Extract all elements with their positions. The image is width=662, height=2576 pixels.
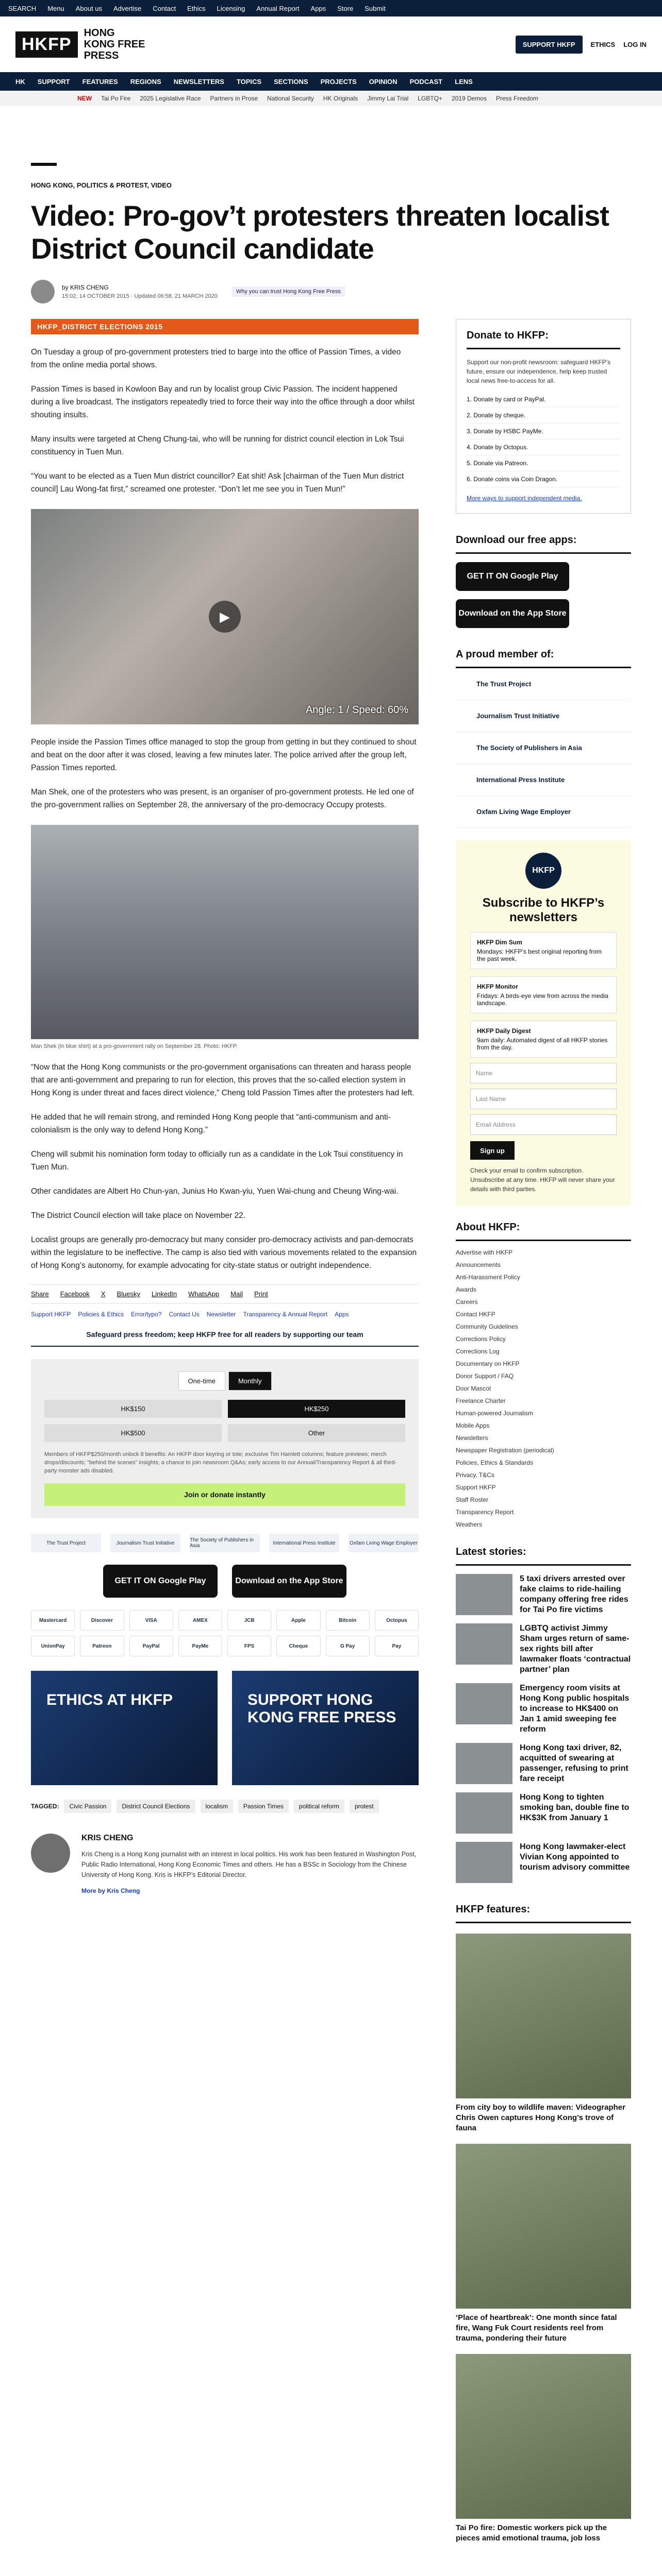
amount-option[interactable]: HK$250 (228, 1400, 405, 1418)
promo-banners (31, 1671, 419, 1785)
donate-sidebar (456, 319, 631, 514)
topbar-link[interactable]: Licensing (217, 4, 245, 12)
paragraph: Many insults were targeted at Cheng Chung-tai, who will be running for district council election in Lok Tsui constituency in Tuen Mun. (31, 435, 404, 456)
tag-chip[interactable]: District Council Elections (117, 1800, 195, 1813)
video-frame[interactable] (31, 509, 419, 724)
story-title[interactable]: Hong Kong to tighten smoking ban, double fine to HK$3K from January 1 (520, 1793, 630, 1822)
ticker-link[interactable]: 2025 Legislative Race (140, 95, 201, 102)
paragraph: On Tuesday a group of pro-government protesters tried to barge into the office of Passion Times, a video from the online media portal shows. (31, 348, 401, 369)
donate-option[interactable]: 5. Donate via Patreon. (467, 455, 620, 471)
latest-list (456, 1574, 631, 1883)
nav-item[interactable]: REGIONS (130, 77, 161, 86)
features-sidebar (456, 1904, 631, 2544)
about-link[interactable]: Policies, Ethics & Standards (456, 1459, 534, 1466)
logo[interactable] (15, 27, 146, 61)
apps-sidebar (456, 534, 631, 628)
newsletter-option[interactable] (470, 976, 617, 1013)
topbar-link[interactable]: Annual Report (256, 4, 300, 12)
story-title[interactable]: 5 taxi drivers arrested over fake claims to ride-hailing company offering free rides for Tai Po fire victims (520, 1574, 628, 1614)
support-link[interactable]: Newsletter (206, 1311, 236, 1318)
support-link[interactable]: Apps (335, 1311, 349, 1318)
payment-icon: Bitcoin (326, 1610, 370, 1631)
share-link[interactable]: LinkedIn (152, 1290, 177, 1298)
paragraph: Cheng will submit his nomination form today to officially run as a candidate in the Lok Tsui constituency in Tuen Mun. (31, 1150, 403, 1172)
newsletter-input[interactable]: Email Address (470, 1114, 617, 1135)
ticker-link[interactable]: Tai Po Fire (101, 95, 131, 102)
topbar-link[interactable]: Apps (310, 4, 326, 12)
app-store-button[interactable]: Download on the App Store (232, 1565, 346, 1598)
google-play-button[interactable]: GET IT ON Google Play (103, 1565, 218, 1598)
about-link[interactable]: Announcements (456, 1261, 501, 1268)
story-thumbnail[interactable] (456, 1623, 512, 1665)
paragraph: “Now that the Hong Kong communists or the pro-government organisations can threaten and harass people that are anti-government and preparing to run for election, this proves that the so-called election system in Hong Kong is under threat and faces direct violence,” Cheng told Passion Times after the protesters had left. (31, 1063, 415, 1097)
story-thumbnail[interactable] (456, 1743, 512, 1784)
trust-logo[interactable]: The Society of Publishers in Asia (190, 1534, 260, 1552)
about-link[interactable]: Staff Roster (456, 1496, 489, 1503)
about-link[interactable]: Human-powered Journalism (456, 1410, 534, 1417)
share-link[interactable]: X (101, 1290, 106, 1298)
monthly-option[interactable]: Monthly (228, 1371, 272, 1391)
login-link[interactable]: LOG IN (623, 40, 647, 48)
members-sidebar (456, 649, 631, 828)
nav-item[interactable]: NEWSLETTERS (173, 77, 224, 86)
main-nav (0, 72, 662, 91)
signup-button[interactable]: Sign up (470, 1141, 515, 1160)
support-link[interactable]: Transparency & Annual Report (243, 1311, 328, 1318)
trust-logo[interactable]: The Trust Project (31, 1534, 101, 1552)
sidebar-heading: Donate to HKFP: (467, 330, 620, 349)
about-link[interactable]: Anti-Harassment Policy (456, 1274, 520, 1281)
story-thumbnail[interactable] (456, 1842, 512, 1883)
trust-logo[interactable]: International Press Institute (269, 1534, 339, 1552)
article-header (0, 163, 662, 303)
member-logo[interactable]: The Society of Publishers in Asia (456, 732, 631, 764)
features-list (456, 1934, 631, 2544)
nav-item[interactable]: PROJECTS (320, 77, 357, 86)
topbar-link[interactable]: About us (75, 4, 103, 12)
payment-icon: VISA (129, 1610, 173, 1631)
app-store-button[interactable]: Download on the App Store (456, 599, 569, 628)
paragraph: Passion Times is based in Kowloon Bay and run by localist group Civic Passion. The incident happened during a live broadcast. The instigators repeatedly tried to force their way into the office through a door whilst shouting insults. (31, 385, 415, 419)
nav-item[interactable]: SECTIONS (274, 77, 308, 86)
story-thumbnail[interactable] (456, 1792, 512, 1834)
series-tag[interactable]: HKFP_DISTRICT ELECTIONS 2015 (31, 319, 419, 334)
play-icon[interactable]: ▶ (209, 601, 241, 633)
ticker-link[interactable]: Partners in Prose (210, 95, 258, 102)
masthead (0, 16, 662, 72)
sidebar (456, 319, 631, 2544)
about-link[interactable]: Careers (456, 1298, 478, 1306)
payment-methods (31, 1610, 419, 1656)
support-hkfp-button[interactable]: SUPPORT HKFP (516, 36, 583, 54)
author-box-name[interactable]: KRIS CHENG (81, 1834, 134, 1842)
donation-widget (31, 1359, 419, 1518)
feature-image[interactable] (456, 2144, 631, 2309)
payment-icon: Octopus (375, 1610, 419, 1631)
payment-icon: Pay (375, 1636, 419, 1656)
support-link[interactable]: Policies & Ethics (78, 1311, 124, 1318)
paragraph: Man Shek, one of the protesters who was present, is an organiser of pro-government protests. He led one of the pro-government rallies on September 28, the anniversary of the pro-democracy Occupy protests. (31, 788, 414, 809)
about-link[interactable]: Privacy, T&Cs (456, 1471, 494, 1479)
topbar-link[interactable]: SEARCH (8, 4, 37, 12)
payment-icon: AMEX (178, 1610, 222, 1631)
feature-image[interactable] (456, 2354, 631, 2519)
about-link[interactable]: Community Guidelines (456, 1323, 518, 1330)
topbar-link[interactable]: Ethics (187, 4, 206, 12)
author-name[interactable]: by KRIS CHENG (62, 284, 109, 291)
latest-story[interactable] (456, 1842, 631, 1883)
trust-logos (31, 1534, 419, 1552)
new-badge: NEW (77, 95, 92, 102)
rally-photo (31, 825, 419, 1039)
app-store-buttons (31, 1565, 419, 1598)
story-thumbnail[interactable] (456, 1574, 512, 1615)
top-utility-bar (0, 0, 662, 16)
topbar-link[interactable]: Menu (47, 4, 64, 12)
story-thumbnail[interactable] (456, 1683, 512, 1724)
about-list (456, 1246, 631, 1531)
newsletter-name: HKFP Monitor (477, 983, 518, 990)
member-logo[interactable]: The Trust Project (456, 668, 631, 700)
donate-option[interactable]: 2. Donate by cheque. (467, 408, 620, 423)
member-logo[interactable]: Journalism Trust Initiative (456, 700, 631, 732)
donate-intro: Support our non-profit newsroom: safeguard HKFP’s future, ensure our independence, help keep trusted local news free-to-access for all. (467, 359, 611, 384)
ticker-link[interactable]: National Security (267, 95, 314, 102)
nav-item[interactable]: FEATURES (82, 77, 118, 86)
newsletter-title: Subscribe to HKFP’s newsletters (482, 896, 605, 924)
feature-image[interactable] (456, 1934, 631, 2098)
newsletter-name: HKFP Dim Sum (477, 939, 522, 946)
tag-chip[interactable]: protest (350, 1800, 379, 1813)
paragraph: He added that he will remain strong, and reminded Hong Kong people that “anti-communism and anti-colonialism is the only way to defend Hong Kong.” (31, 1113, 391, 1134)
nav-item[interactable]: LENS (455, 77, 473, 86)
author-bio: Kris Cheng is a Hong Kong journalist with an interest in local politics. His work has been featured in Washington Post, Public Radio International, Hong Kong Economic Times and others. He has a BSSc in Sociology from the Chinese University of Hong Kong. Kris is HKFP’s Editorial Director. (81, 1851, 417, 1878)
member-logo[interactable]: Oxfam Living Wage Employer (456, 796, 631, 828)
author-photo[interactable] (31, 1834, 70, 1873)
nav-item[interactable]: HK (15, 77, 25, 86)
paragraph: The District Council election will take place on November 22. (31, 1211, 246, 1220)
newsletter-input[interactable]: Last Name (470, 1089, 617, 1109)
paragraph: Other candidates are Albert Ho Chun-yan, Junius Ho Kwan-yiu, Yuen Wai-chung and Cheung Wing-wai. (31, 1187, 399, 1196)
about-link[interactable]: Donor Support / FAQ (456, 1372, 514, 1380)
feature-title[interactable]: Tai Po fire: Domestic workers pick up the pieces amid emotional trauma, job loss (456, 2523, 607, 2543)
video-player[interactable] (31, 509, 419, 724)
photo-caption: Man Shek (in blue shirt) at a pro-government rally on September 28. Photo: HKFP. (31, 1043, 238, 1049)
share-link[interactable]: Share (31, 1290, 49, 1298)
payment-icon: Patreon (80, 1636, 124, 1656)
latest-story[interactable] (456, 1743, 631, 1784)
donate-options (467, 392, 620, 487)
amount-option[interactable]: HK$500 (44, 1424, 222, 1442)
member-logo[interactable]: International Press Institute (456, 764, 631, 796)
trust-link[interactable]: Why you can trust Hong Kong Free Press (232, 286, 345, 297)
support-promo[interactable]: SUPPORT HONG KONG FREE PRESS (232, 1671, 419, 1785)
tag-chip[interactable]: Civic Passion (64, 1800, 111, 1813)
about-link[interactable]: Newsletters (456, 1434, 488, 1442)
topbar-link[interactable]: Store (337, 4, 354, 12)
newsletter-signup (456, 840, 631, 1206)
about-link[interactable]: Transparency Report (456, 1509, 514, 1516)
about-link[interactable]: Support HKFP (456, 1484, 496, 1491)
payment-icon: Mastercard (31, 1610, 75, 1631)
sidebar-heading: Latest stories: (456, 1546, 631, 1566)
support-link[interactable]: Contact Us (169, 1311, 200, 1318)
share-link[interactable]: Bluesky (117, 1290, 140, 1298)
latest-story[interactable] (456, 1623, 631, 1675)
latest-story[interactable] (456, 1683, 631, 1735)
donate-button[interactable]: Join or donate instantly (44, 1483, 405, 1506)
newsletter-name: HKFP Daily Digest (477, 1027, 531, 1035)
author-avatar[interactable] (31, 280, 55, 303)
about-link[interactable]: Awards (456, 1286, 476, 1293)
paragraph: Localist groups are generally pro-democracy but many consider pro-democracy activists and pan-democrats within the legislature to be ineffective. The camp is also tied with various movements related to the expansion of Hong Kong’s autonomy, for example advocating for city-state status or outright independence. (31, 1235, 417, 1270)
trust-logo[interactable]: Oxfam Living Wage Employer (349, 1534, 419, 1552)
payment-icon: Apple (276, 1610, 320, 1631)
payment-icon: G Pay (326, 1636, 370, 1656)
more-ways-link[interactable]: More ways to support independent media. (467, 495, 582, 502)
about-link[interactable]: Newspaper Registration (periodical) (456, 1447, 554, 1454)
donate-option[interactable]: 6. Donate coins via Coin Dragon. (467, 471, 620, 487)
newsletter-desc: Mondays: HKFP’s best original reporting from the past week. (477, 948, 602, 962)
ticker-link[interactable]: LGBTQ+ (418, 95, 442, 102)
article-kicker[interactable]: HONG KONG, POLITICS & PROTEST, VIDEO (31, 181, 172, 189)
story-title[interactable]: Emergency room visits at Hong Kong public hospitals to increase to HK$400 on Jan 1 amid sweeping fee reform (520, 1684, 630, 1734)
header-rule (31, 163, 57, 166)
feature-title[interactable]: From city boy to wildlife maven: Videographer Chris Owen captures Hong Kong’s trove of fauna (456, 2103, 625, 2132)
latest-sidebar (456, 1546, 631, 1883)
safeguard-banner: Safeguard press freedom; keep HKFP free for all readers by supporting our team (31, 1330, 419, 1347)
newsletter-fields (470, 1063, 617, 1135)
story-title[interactable]: Hong Kong taxi driver, 82, acquitted of swearing at passenger, refusing to print fare receipt (520, 1743, 628, 1783)
tag-chip[interactable]: Passion Times (238, 1800, 289, 1813)
newsletter-desc: 9am daily: Automated digest of all HKFP stories from the day. (477, 1037, 608, 1051)
logo-text[interactable]: HONG KONG FREE PRESS (84, 27, 145, 61)
tag-list (31, 1800, 419, 1813)
about-link[interactable]: Contact HKFP (456, 1311, 495, 1318)
tag-chip[interactable]: localism (201, 1800, 233, 1813)
share-link[interactable]: Facebook (60, 1290, 90, 1298)
article-photo (31, 825, 419, 1039)
ticker-link[interactable]: Jimmy Lai Trial (367, 95, 409, 102)
paragraph: People inside the Passion Times office managed to stop the group from getting in but they continued to shout and beat on the door after it was closed, leaving a few minutes later. The police arrived after the group left, Passion Times reported. (31, 738, 417, 772)
about-link[interactable]: Documentary on HKFP (456, 1360, 520, 1367)
payment-icon: PayPal (129, 1636, 173, 1656)
tag-chip[interactable]: political reform (294, 1800, 344, 1813)
ticker-link[interactable]: 2019 Demos (451, 95, 487, 102)
topbar-link[interactable]: Submit (365, 4, 386, 12)
donate-option[interactable]: 3. Donate by HSBC PayMe. (467, 423, 620, 439)
amount-option[interactable]: Other (228, 1424, 405, 1442)
support-link[interactable]: Support HKFP (31, 1311, 71, 1318)
ticker-link[interactable]: HK Originals (323, 95, 358, 102)
video-overlay-text: Angle: 1 / Speed: 60% (305, 704, 408, 716)
donate-option[interactable]: 1. Donate by card or PayPal. (467, 392, 620, 408)
newsletter-desc: Fridays: A birds-eye view from across the media landscape. (477, 992, 608, 1007)
logo-mark[interactable]: HKFP (15, 31, 78, 58)
ticker-link[interactable]: Press Freedom (495, 95, 539, 102)
share-link[interactable]: Print (254, 1290, 268, 1298)
ethics-promo[interactable]: ETHICS AT HKFP (31, 1671, 218, 1785)
share-bar (31, 1284, 419, 1303)
about-link[interactable]: Weathers (456, 1521, 483, 1528)
payment-icon: FPS (227, 1636, 271, 1656)
story-title[interactable]: LGBTQ activist Jimmy Sham urges return of same-sex rights bill after lawmaker floats ‘contractual partner’ plan (520, 1624, 631, 1674)
article-body (31, 319, 419, 1894)
newsletter-input[interactable]: Name (470, 1063, 617, 1083)
nav-item[interactable]: SUPPORT (37, 77, 70, 86)
about-link[interactable]: Door Mascot (456, 1385, 491, 1392)
article-headline: Video: Pro-gov’t protesters threaten localist District Council candidate (31, 199, 609, 265)
sidebar-heading: A proud member of: (456, 649, 631, 668)
one-time-option[interactable]: One-time (178, 1371, 225, 1391)
latest-story[interactable] (456, 1574, 631, 1615)
about-link[interactable]: Freelance Charter (456, 1397, 506, 1404)
support-link[interactable]: Error/typo? (131, 1311, 162, 1318)
newsletter-note: Check your email to confirm subscription. Unsubscribe at any time. HKFP will never share your details with third parties. (470, 1167, 615, 1193)
ethics-link[interactable]: ETHICS (590, 40, 616, 48)
newsletter-options (470, 932, 617, 1058)
author-box (31, 1834, 419, 1894)
paragraph: “You want to be elected as a Tuen Mun district councillor? Eat shit! Ask [chairman of the Tuen Mun district council] Lau Wong-fat first,” screamed one protester. “Don’t let me see you in Tuen Mun!” (31, 472, 404, 494)
support-links (31, 1311, 419, 1318)
newsletter-logo: HKFP (525, 853, 561, 889)
latest-story[interactable] (456, 1792, 631, 1834)
newsletter-option[interactable] (470, 1021, 617, 1058)
tags-label: TAGGED: (31, 1803, 59, 1810)
payment-icon: PayMe (178, 1636, 222, 1656)
amount-options (44, 1400, 405, 1442)
frequency-toggle (44, 1371, 405, 1391)
about-sidebar (456, 1222, 631, 1531)
nav-item[interactable]: TOPICS (236, 77, 262, 86)
trust-logo[interactable]: Journalism Trust Initiative (110, 1534, 180, 1552)
about-link[interactable]: Corrections Policy (456, 1335, 506, 1343)
about-link[interactable]: Mobile Apps (456, 1422, 490, 1429)
feature-title[interactable]: ‘Place of heartbreak’: One month since fatal fire, Wang Fuk Court residents reel from trauma, pondering their future (456, 2313, 617, 2343)
donate-option[interactable]: 4. Donate by Octopus. (467, 439, 620, 455)
sidebar-heading: About HKFP: (456, 1222, 631, 1241)
trending-bar (0, 91, 662, 106)
newsletter-option[interactable] (470, 932, 617, 969)
nav-item[interactable]: OPINION (369, 77, 398, 86)
about-link[interactable]: Advertise with HKFP (456, 1249, 513, 1256)
google-play-button[interactable]: GET IT ON Google Play (456, 562, 569, 591)
about-link[interactable]: Corrections Log (456, 1348, 500, 1355)
membership-note: Members of HKFP$250/month unlock 8 benefits: An HKFP door keyring or tote; exclusive Tim Hamlett columns; feature previews; merch drops/discounts; "behind the scenes" insights; a chance to join newsroom Q&As; early access to our Annual/Transparency Report & all third-party monster ads disabled. (44, 1451, 397, 1474)
payment-icon: JCB (227, 1610, 271, 1631)
payment-icon: Discover (80, 1610, 124, 1631)
payment-icon: Cheque (276, 1636, 320, 1656)
amount-option[interactable]: HK$150 (44, 1400, 222, 1418)
payment-icon: UnionPay (31, 1636, 75, 1656)
member-list (456, 668, 631, 828)
share-link[interactable]: Mail (230, 1290, 243, 1298)
share-link[interactable]: WhatsApp (188, 1290, 220, 1298)
nav-item[interactable]: PODCAST (409, 77, 443, 86)
topbar-link[interactable]: Contact (153, 4, 176, 12)
publish-dates: 15:02, 14 OCTOBER 2015 · Updated 06:58, 21 MARCH 2020 (62, 293, 218, 299)
sidebar-heading: Download our free apps: (456, 534, 631, 554)
sidebar-heading: HKFP features: (456, 1904, 631, 1923)
story-title[interactable]: Hong Kong lawmaker-elect Vivian Kong appointed to tourism advisory committee (520, 1842, 630, 1872)
topbar-link[interactable]: Advertise (113, 4, 142, 12)
byline (31, 280, 631, 303)
more-by-author-link[interactable]: More by Kris Cheng (81, 1887, 140, 1894)
